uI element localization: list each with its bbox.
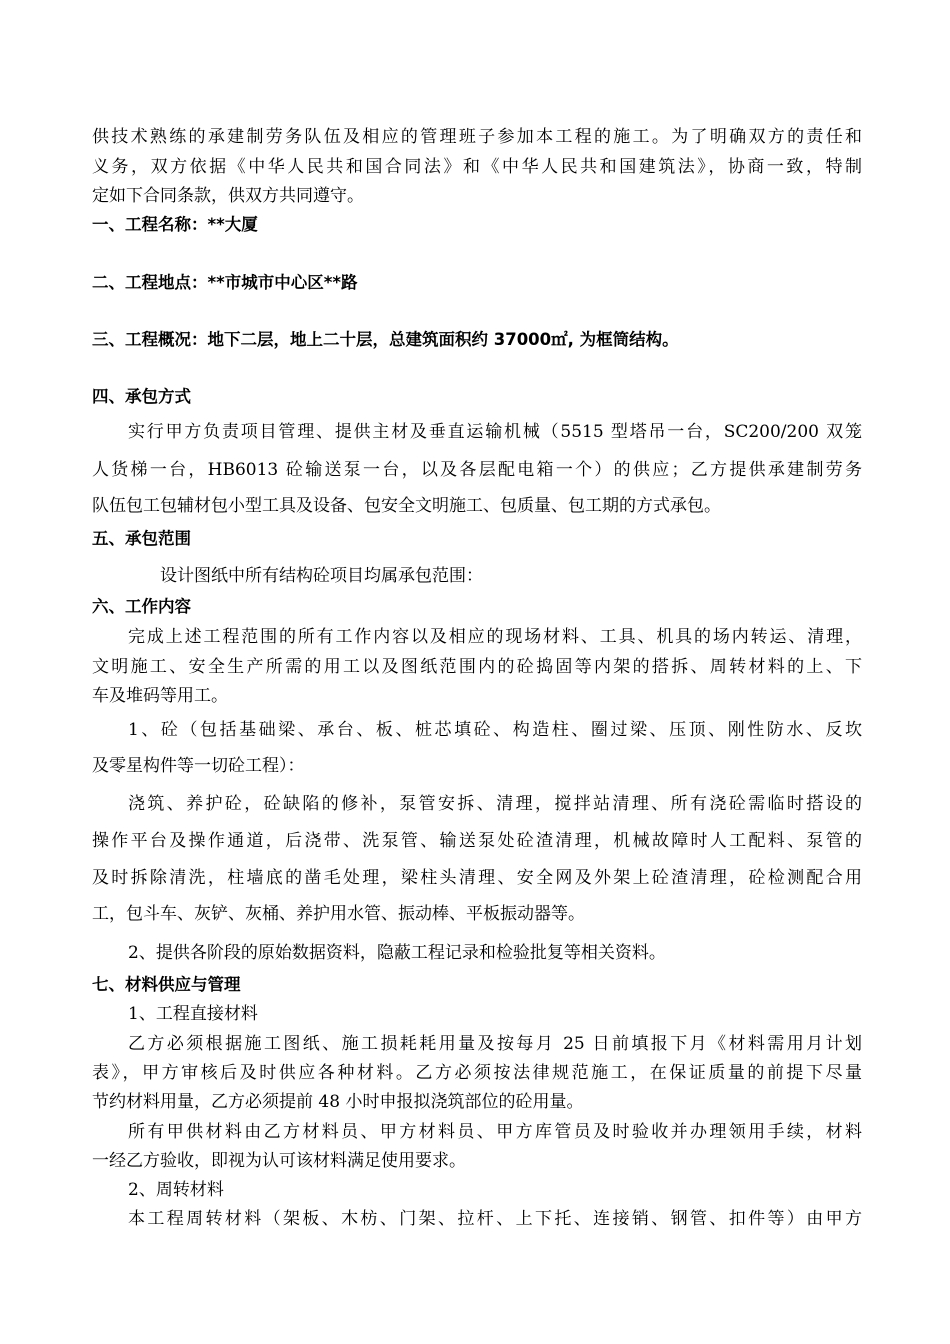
intro-line-2: 义务，双方依据《中华人民共和国合同法》和《中华人民共和国建筑法》，协商一致，特制 [92, 157, 862, 177]
material-sub1-body2-line-2: 一经乙方验收，即视为认可该材料满足使用要求。 [92, 1151, 466, 1171]
work-item-1-body-line-2: 操作平台及操作通道，后浇带、洗泵管、输送泵处砼渣清理，机械故障时人工配料、泵管的 [92, 831, 862, 851]
material-sub1-line-3: 节约材料用量，乙方必须提前 48 小时申报拟浇筑部位的砼用量。 [92, 1092, 584, 1112]
work-content-line-3: 车及堆码等用工。 [92, 686, 228, 706]
contract-scope-line-1: 设计图纸中所有结构砼项目均属承包范围： [160, 566, 483, 586]
work-item-1-body-line-3: 及时拆除清洗，柱墙底的凿毛处理，梁柱头清理、安全网及外架上砼渣清理，砼检测配合用 [92, 868, 862, 888]
material-sub1-line-1: 乙方必须根据施工图纸、施工损耗耗用量及按每月 25 日前填报下月《材料需用月计划 [128, 1034, 862, 1054]
contract-mode-line-3: 队伍包工包辅材包小型工具及设备、包安全文明施工、包质量、包工期的方式承包。 [92, 496, 721, 516]
material-sub1-line-2: 表》，甲方审核后及时供应各种材料。乙方必须按法律规范施工，在保证质量的前提下尽量 [92, 1063, 862, 1083]
section-heading-contract-scope: 五、承包范围 [92, 529, 191, 548]
section-heading-contract-mode: 四、承包方式 [92, 387, 191, 406]
work-content-line-2: 文明施工、安全生产所需的用工以及图纸范围内的砼捣固等内架的搭拆、周转材料的上、下 [92, 657, 862, 677]
work-item-1-body-line-4: 工，包斗车、灰铲、灰桶、养护用水管、振动棒、平板振动器等。 [92, 904, 585, 924]
section-heading-project-location: 二、工程地点：**市城市中心区**路 [92, 273, 358, 292]
contract-mode-line-1: 实行甲方负责项目管理、提供主材及垂直运输机械（5515 型塔吊一台，SC200/200 双笼 [128, 422, 862, 442]
work-item-1-line-1: 1、砼（包括基础梁、承台、板、桩芯填砼、构造柱、圈过梁、压顶、刚性防水、反坎 [128, 720, 862, 740]
section-heading-project-name: 一、工程名称：**大厦 [92, 215, 258, 234]
material-sub1-heading: 1、工程直接材料 [128, 1004, 258, 1024]
work-content-line-1: 完成上述工程范围的所有工作内容以及相应的现场材料、工具、机具的场内转运、清理， [128, 627, 862, 647]
material-sub1-body2-line-1: 所有甲供材料由乙方材料员、甲方材料员、甲方库管员及时验收并办理领用手续，材料 [128, 1122, 862, 1142]
work-item-2-line-1: 2、提供各阶段的原始数据资料，隐蔽工程记录和检验批复等相关资料。 [128, 943, 666, 963]
material-sub2-heading: 2、周转材料 [128, 1180, 224, 1200]
contract-mode-line-2: 人货梯一台，HB6013 砼输送泵一台，以及各层配电箱一个）的供应；乙方提供承建制劳务 [92, 460, 862, 480]
section-heading-material-supply: 七、材料供应与管理 [92, 975, 241, 994]
work-item-1-line-2: 及零星构件等一切砼工程）： [92, 756, 305, 776]
intro-line-3: 定如下合同条款，供双方共同遵守。 [92, 186, 364, 206]
work-item-1-body-line-1: 浇筑、养护砼，砼缺陷的修补，泵管安拆、清理，搅拌站清理、所有浇砼需临时搭设的 [128, 794, 862, 814]
intro-line-1: 供技术熟练的承建制劳务队伍及相应的管理班子参加本工程的施工。为了明确双方的责任和 [92, 127, 862, 147]
section-heading-work-content: 六、工作内容 [92, 597, 191, 616]
material-sub2-line-1: 本工程周转材料（架板、木枋、门架、拉杆、上下托、连接销、钢管、扣件等）由甲方 [128, 1209, 862, 1229]
section-heading-project-overview: 三、工程概况：地下二层，地上二十层，总建筑面积约 37000㎡, 为框筒结构。 [92, 330, 679, 349]
